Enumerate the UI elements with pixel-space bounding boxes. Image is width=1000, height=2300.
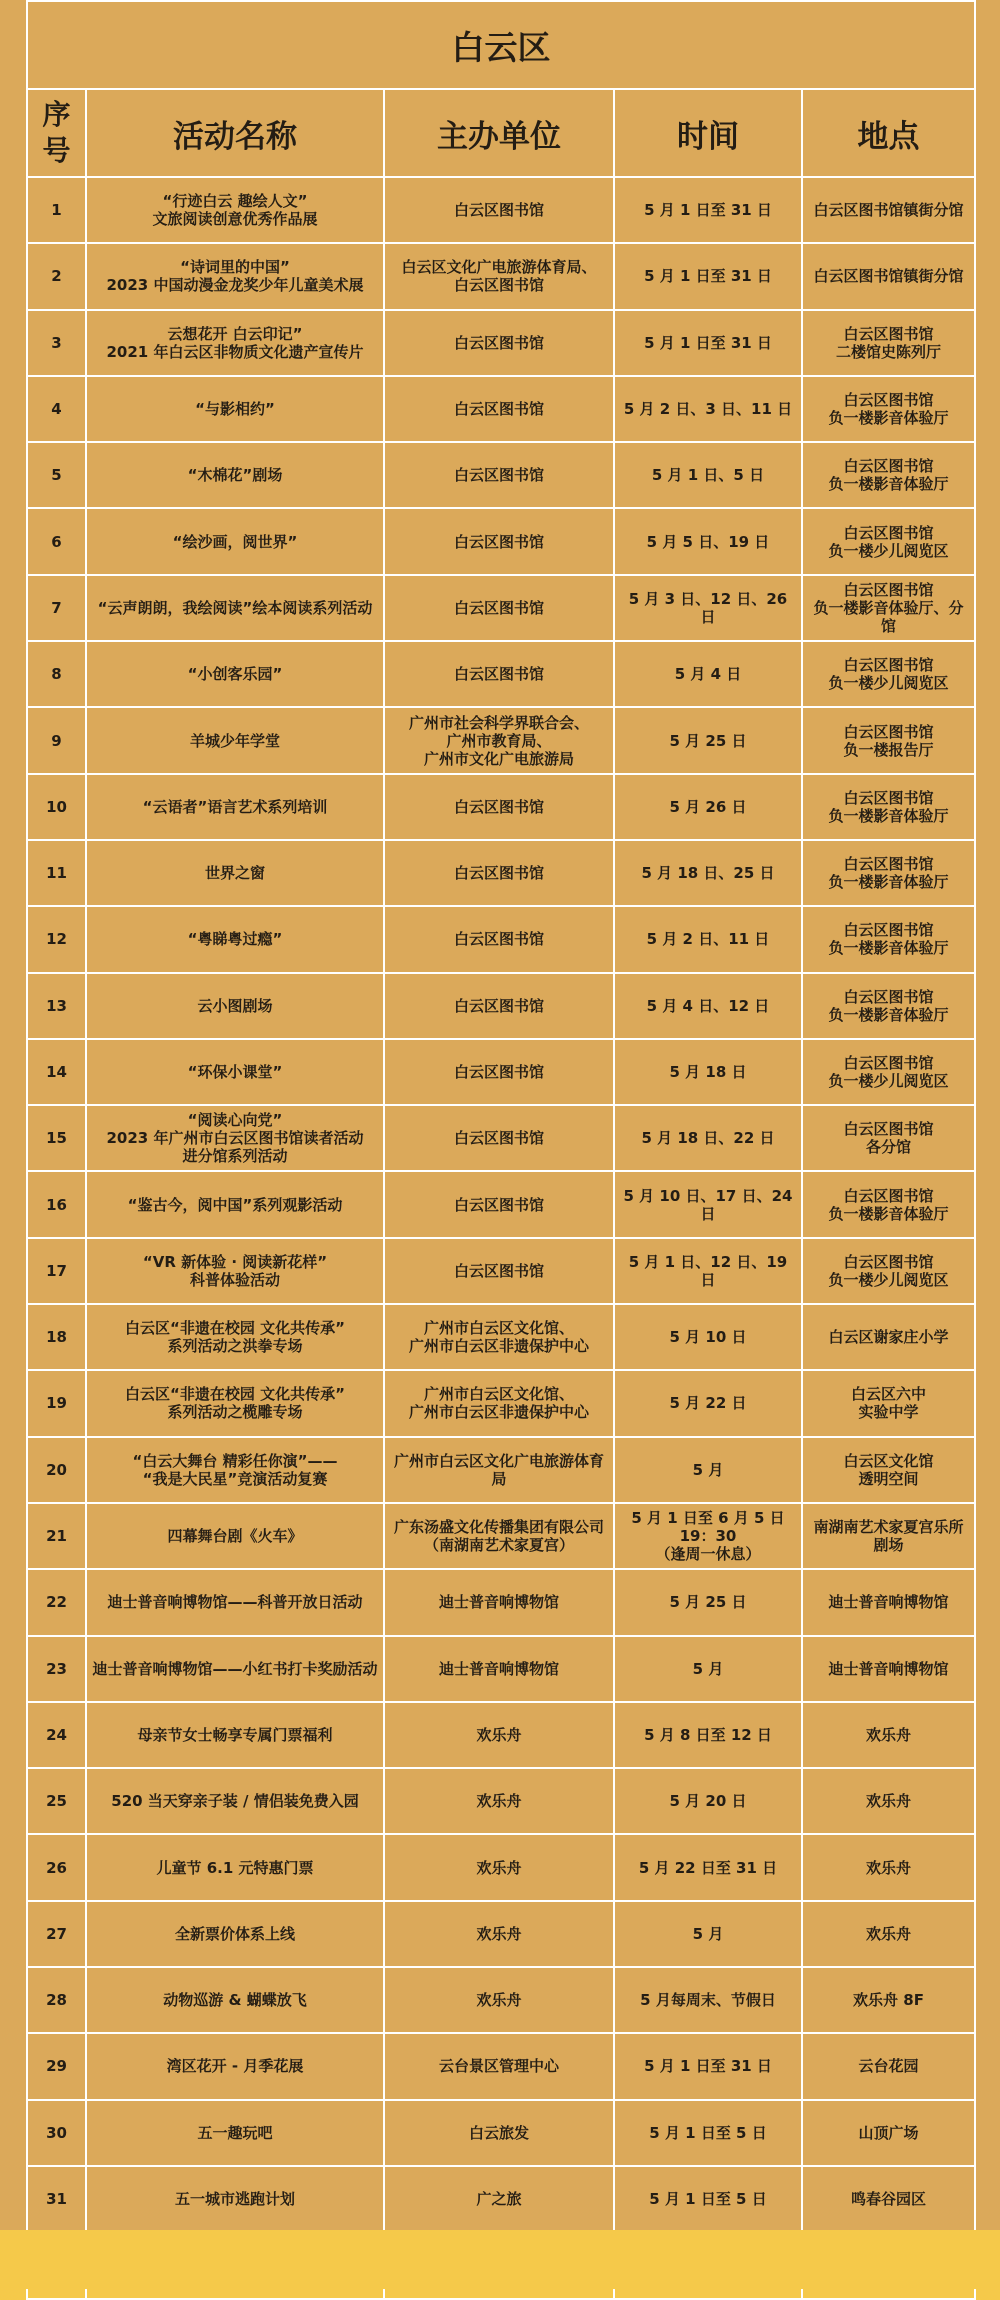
cell-activity-name: 五一城市逃跑计划 [86,2166,384,2232]
cell-time: 5 月 10 日 [614,1304,802,1370]
cell-number: 2 [27,243,86,309]
cell-organizer: 白云区图书馆 [384,1039,614,1105]
bottom-band [0,2230,1000,2289]
header-time: 时间 [614,89,802,177]
cell-activity-name: “白云大舞台 精彩任你演”—— “我是大民星”竞演活动复赛 [86,1437,384,1503]
cell-location: 南湖南艺术家夏宫乐所剧场 [802,1503,975,1569]
cell-organizer: 迪士普音响博物馆 [384,1636,614,1702]
table-row [27,1039,975,1105]
table-title: 白云区 [27,1,975,89]
table-row [27,973,975,1039]
table-row [27,906,975,972]
cell-number: 18 [27,1304,86,1370]
cell-activity-name: “行迹白云 趣绘人文” 文旅阅读创意优秀作品展 [86,177,384,243]
cell-time: 5 月 18 日、25 日 [614,840,802,906]
cell-location: 白云区图书馆 负一楼少儿阅览区 [802,1238,975,1304]
cell-organizer: 白云区图书馆 [384,774,614,840]
cell-activity-name: “与影相约” [86,376,384,442]
cell-activity-name: 白云区“非遗在校园 文化共传承” 系列活动之洪拳专场 [86,1304,384,1370]
cell-number: 5 [27,442,86,508]
cell-location: 白云区图书馆 负一楼影音体验厅 [802,840,975,906]
table-row [27,1569,975,1635]
cell-organizer: 广州市白云区文化馆、 广州市白云区非遗保护中心 [384,1370,614,1436]
cell-location: 白云区图书馆 负一楼影音体验厅 [802,442,975,508]
cell-organizer: 白云区图书馆 [384,310,614,376]
table-row [27,2100,975,2166]
cell-number: 1 [27,177,86,243]
cell-time: 5 月 22 日至 31 日 [614,1834,802,1900]
cell-activity-name: 全新票价体系上线 [86,1901,384,1967]
cell-activity-name: 羊城少年学堂 [86,707,384,773]
cell-number: 19 [27,1370,86,1436]
cell-activity-name: “粤睇粤过瘾” [86,906,384,972]
cell-location: 云台花园 [802,2033,975,2099]
cell-number: 7 [27,575,86,641]
header-row [27,89,975,177]
cell-time: 5 月每周末、节假日 [614,1967,802,2033]
cell-organizer: 欢乐舟 [384,1768,614,1834]
cell-organizer: 欢乐舟 [384,1967,614,2033]
cell-organizer: 迪士普音响博物馆 [384,1569,614,1635]
cell-location: 白云区图书馆 负一楼影音体验厅 [802,906,975,972]
cell-location: 白云区图书馆 负一楼影音体验厅 [802,973,975,1039]
table-row [27,1503,975,1569]
cell-activity-name: 湾区花开 - 月季花展 [86,2033,384,2099]
cell-organizer: 白云区文化广电旅游体育局、 白云区图书馆 [384,243,614,309]
table-row [27,641,975,707]
cell-number: 12 [27,906,86,972]
cell-number: 22 [27,1569,86,1635]
cell-time: 5 月 [614,1636,802,1702]
table-row [27,376,975,442]
cell-location: 白云区文化馆 透明空间 [802,1437,975,1503]
cell-number: 11 [27,840,86,906]
cell-activity-name: 520 当天穿亲子装 / 情侣装免费入园 [86,1768,384,1834]
cell-number: 27 [27,1901,86,1967]
cell-location: 白云区图书馆 负一楼影音体验厅 [802,774,975,840]
table-row [27,1437,975,1503]
cell-number: 10 [27,774,86,840]
cell-location: 欢乐舟 [802,1702,975,1768]
cell-number: 4 [27,376,86,442]
cell-time: 5 月 26 日 [614,774,802,840]
cell-time: 5 月 1 日至 6 月 5 日 19：30 （逢周一休息） [614,1503,802,1569]
cell-organizer: 白云区图书馆 [384,973,614,1039]
cell-number: 16 [27,1171,86,1237]
cell-activity-name: 迪士普音响博物馆——科普开放日活动 [86,1569,384,1635]
cell-activity-name: 五一趣玩吧 [86,2100,384,2166]
table-row [27,1304,975,1370]
table-row [27,508,975,574]
cell-organizer: 广州市白云区文化广电旅游体育局 [384,1437,614,1503]
cell-activity-name: 母亲节女士畅享专属门票福利 [86,1702,384,1768]
cell-number: 17 [27,1238,86,1304]
cell-location: 白云区谢家庄小学 [802,1304,975,1370]
cell-number: 25 [27,1768,86,1834]
activity-table [26,0,976,2300]
cell-location: 白云区图书馆 负一楼少儿阅览区 [802,641,975,707]
cell-time: 5 月 5 日、19 日 [614,508,802,574]
cell-time: 5 月 20 日 [614,1768,802,1834]
table-row [27,1105,975,1171]
cell-number: 14 [27,1039,86,1105]
table-row [27,1834,975,1900]
cell-time: 5 月 1 日至 31 日 [614,243,802,309]
cell-organizer: 白云区图书馆 [384,177,614,243]
cell-number: 21 [27,1503,86,1569]
cell-organizer: 广州市社会科学界联合会、 广州市教育局、 广州市文化广电旅游局 [384,707,614,773]
cell-location: 迪士普音响博物馆 [802,1636,975,1702]
cell-activity-name: “VR 新体验 · 阅读新花样” 科普体验活动 [86,1238,384,1304]
cell-number: 30 [27,2100,86,2166]
table-row [27,310,975,376]
cell-time: 5 月 4 日、12 日 [614,973,802,1039]
cell-location: 鸣春谷园区 [802,2166,975,2232]
table-row [27,1768,975,1834]
cell-number: 23 [27,1636,86,1702]
cell-activity-name: “小创客乐园” [86,641,384,707]
cell-number: 28 [27,1967,86,2033]
table-row [27,2166,975,2232]
cell-time: 5 月 1 日至 31 日 [614,2033,802,2099]
cell-time: 5 月 8 日至 12 日 [614,1702,802,1768]
cell-time: 5 月 3 日、12 日、26 日 [614,575,802,641]
cell-location: 白云区六中 实验中学 [802,1370,975,1436]
cell-location: 欢乐舟 [802,1834,975,1900]
cell-activity-name: 迪士普音响博物馆——小红书打卡奖励活动 [86,1636,384,1702]
table-row [27,1238,975,1304]
cell-organizer: 白云区图书馆 [384,442,614,508]
cell-organizer: 广之旅 [384,2166,614,2232]
cell-activity-name: 云想花开 白云印记” 2021 年白云区非物质文化遗产宣传片 [86,310,384,376]
cell-organizer: 广东汤盛文化传播集团有限公司 （南湖南艺术家夏宫） [384,1503,614,1569]
cell-activity-name: “环保小课堂” [86,1039,384,1105]
cell-time: 5 月 18 日、22 日 [614,1105,802,1171]
cell-organizer: 欢乐舟 [384,1702,614,1768]
cell-number: 24 [27,1702,86,1768]
cell-location: 欢乐舟 8F [802,1967,975,2033]
cell-number: 26 [27,1834,86,1900]
header-name: 活动名称 [86,89,384,177]
cell-number: 20 [27,1437,86,1503]
cell-activity-name: 儿童节 6.1 元特惠门票 [86,1834,384,1900]
cell-location: 欢乐舟 [802,1901,975,1967]
cell-location: 白云区图书馆镇街分馆 [802,243,975,309]
cell-location: 白云区图书馆镇街分馆 [802,177,975,243]
cell-time: 5 月 [614,1901,802,1967]
table-row [27,774,975,840]
cell-time: 5 月 1 日至 31 日 [614,310,802,376]
header-place: 地点 [802,89,975,177]
cell-time: 5 月 25 日 [614,1569,802,1635]
cell-time: 5 月 22 日 [614,1370,802,1436]
cell-time: 5 月 1 日至 5 日 [614,2166,802,2232]
table-row [27,1636,975,1702]
cell-time: 5 月 25 日 [614,707,802,773]
cell-time: 5 月 1 日至 31 日 [614,177,802,243]
cell-activity-name: “云声朗朗，我绘阅读”绘本阅读系列活动 [86,575,384,641]
cell-time: 5 月 1 日、12 日、19 日 [614,1238,802,1304]
table-row [27,1370,975,1436]
cell-location: 欢乐舟 [802,1768,975,1834]
cell-number: 15 [27,1105,86,1171]
cell-activity-name: “云语者”语言艺术系列培训 [86,774,384,840]
cell-location: 白云区图书馆 负一楼影音体验厅 [802,376,975,442]
cell-time: 5 月 1 日至 5 日 [614,2100,802,2166]
cell-location: 白云区图书馆 各分馆 [802,1105,975,1171]
cell-activity-name: “阅读心向党” 2023 年广州市白云区图书馆读者活动 进分馆系列活动 [86,1105,384,1171]
table-row [27,1967,975,2033]
cell-organizer: 广州市白云区文化馆、 广州市白云区非遗保护中心 [384,1304,614,1370]
cell-location: 白云区图书馆 负一楼少儿阅览区 [802,508,975,574]
cell-organizer: 欢乐舟 [384,1901,614,1967]
table-row [27,707,975,773]
cell-activity-name: 四幕舞台剧《火车》 [86,1503,384,1569]
table-row [27,243,975,309]
header-seq: 序号 [27,89,86,177]
cell-organizer: 云台景区管理中心 [384,2033,614,2099]
cell-location: 白云区图书馆 二楼馆史陈列厅 [802,310,975,376]
cell-time: 5 月 18 日 [614,1039,802,1105]
cell-organizer: 白云区图书馆 [384,906,614,972]
cell-organizer: 白云区图书馆 [384,1238,614,1304]
cell-organizer: 白云区图书馆 [384,840,614,906]
cell-organizer: 白云区图书馆 [384,575,614,641]
cell-number: 9 [27,707,86,773]
cell-organizer: 白云区图书馆 [384,1171,614,1237]
cell-location: 白云区图书馆 负一楼报告厅 [802,707,975,773]
cell-activity-name: 动物巡游 & 蝴蝶放飞 [86,1967,384,2033]
cell-time: 5 月 4 日 [614,641,802,707]
cell-organizer: 欢乐舟 [384,1834,614,1900]
cell-activity-name: “诗词里的中国” 2023 中国动漫金龙奖少年儿童美术展 [86,243,384,309]
cell-number: 13 [27,973,86,1039]
cell-time: 5 月 [614,1437,802,1503]
table-row [27,177,975,243]
cell-location: 白云区图书馆 负一楼影音体验厅 [802,1171,975,1237]
cell-organizer: 白云区图书馆 [384,1105,614,1171]
cell-time: 5 月 1 日、5 日 [614,442,802,508]
cell-time: 5 月 2 日、11 日 [614,906,802,972]
cell-location: 山顶广场 [802,2100,975,2166]
table-row [27,1171,975,1237]
table-row [27,840,975,906]
cell-activity-name: 白云区“非遗在校园 文化共传承” 系列活动之榄雕专场 [86,1370,384,1436]
cell-activity-name: “木棉花”剧场 [86,442,384,508]
table-row [27,575,975,641]
cell-number: 6 [27,508,86,574]
cell-organizer: 白云区图书馆 [384,641,614,707]
table-row [27,2033,975,2099]
cell-time: 5 月 2 日、3 日、11 日 [614,376,802,442]
cell-number: 29 [27,2033,86,2099]
cell-location: 白云区图书馆 负一楼影音体验厅、分馆 [802,575,975,641]
cell-activity-name: “绘沙画，阅世界” [86,508,384,574]
header-host: 主办单位 [384,89,614,177]
cell-number: 31 [27,2166,86,2232]
table-row [27,442,975,508]
cell-activity-name: 云小图剧场 [86,973,384,1039]
cell-organizer: 白云区图书馆 [384,508,614,574]
cell-number: 3 [27,310,86,376]
cell-activity-name: 世界之窗 [86,840,384,906]
cell-organizer: 白云旅发 [384,2100,614,2166]
cell-time: 5 月 10 日、17 日、24 日 [614,1171,802,1237]
cell-number: 8 [27,641,86,707]
table-row [27,1901,975,1967]
cell-organizer: 白云区图书馆 [384,376,614,442]
cell-location: 迪士普音响博物馆 [802,1569,975,1635]
table-row [27,1702,975,1768]
cell-activity-name: “鉴古今，阅中国”系列观影活动 [86,1171,384,1237]
cell-location: 白云区图书馆 负一楼少儿阅览区 [802,1039,975,1105]
